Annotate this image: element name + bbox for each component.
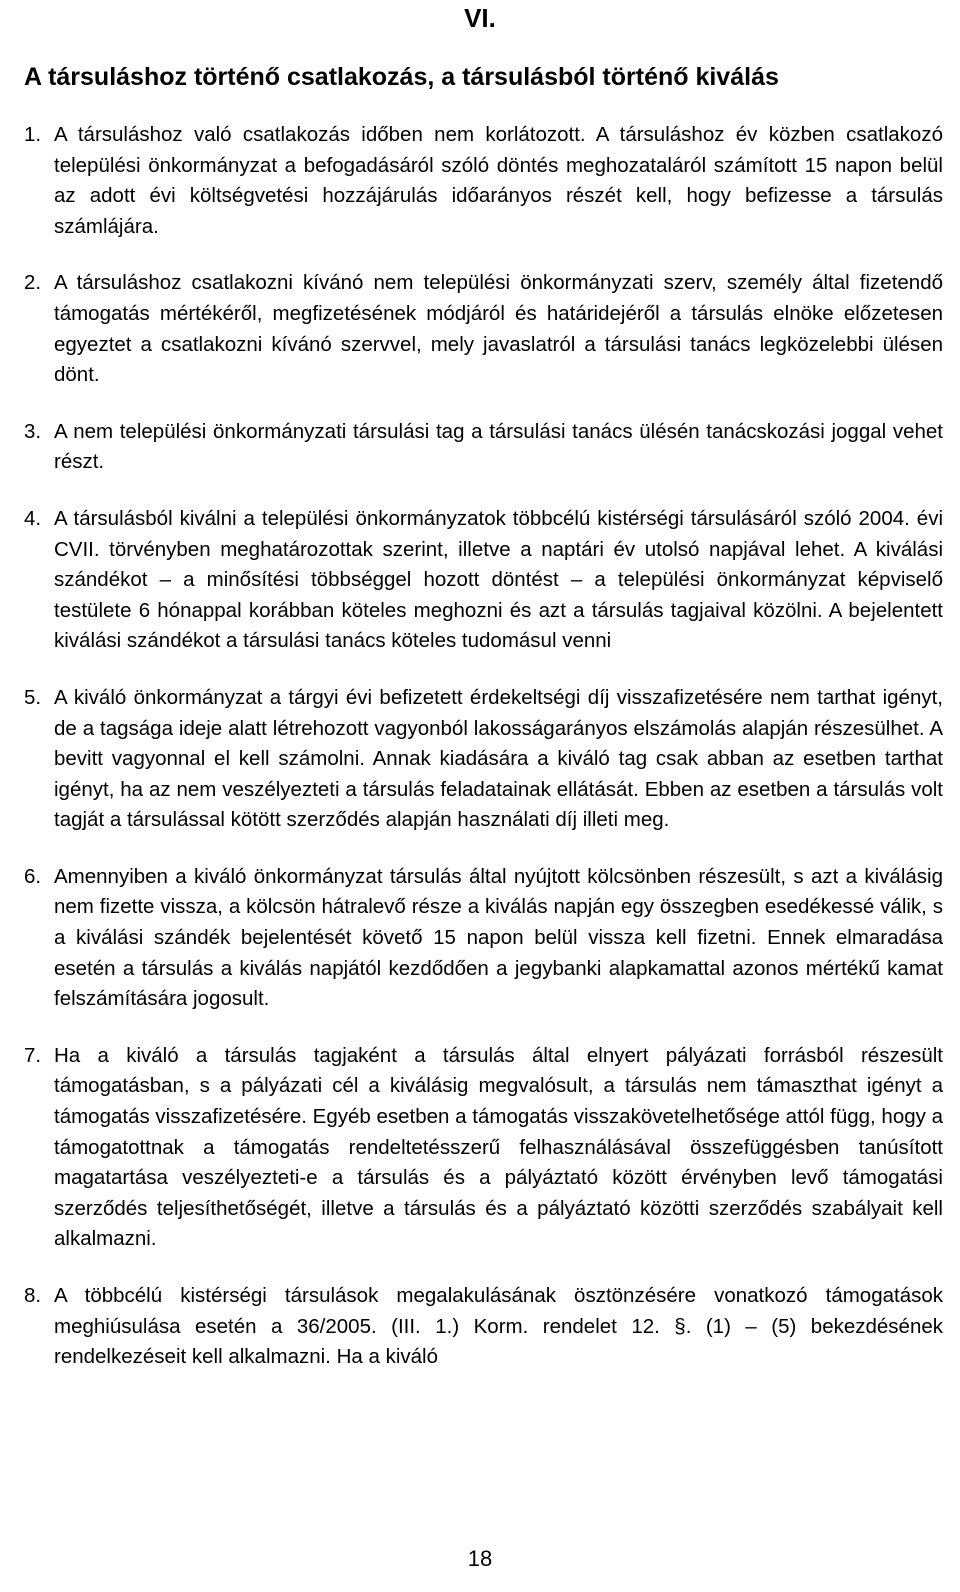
- paragraph-number: 8.: [24, 1284, 42, 1307]
- paragraph-number: 1.: [24, 123, 42, 146]
- page-number: 18: [467, 1546, 493, 1571]
- paragraph-text: A többcélú kistérségi társulások megalakulásának ösztönzésére vonatkozó támogatások meghiúsulása esetén a 36/2005. (III. 1.) Korm. rendelet 12. §. (1) – (5) bekezdésének rendelkezéseit kell alkalmazni. Ha a kiváló: [54, 1284, 943, 1369]
- paragraph-number: 7.: [24, 1043, 42, 1067]
- section-heading: A társuláshoz történő csatlakozás, a társulásból történő kiválás: [24, 63, 779, 91]
- paragraph-3: [0, 417, 960, 478]
- paragraph-4: [0, 504, 960, 657]
- paragraph-1: [0, 120, 960, 242]
- paragraph-number: 6.: [24, 864, 42, 888]
- paragraph-number: 5.: [24, 685, 42, 709]
- paragraph-7: [0, 1041, 960, 1255]
- paragraph-text: Ha a kiváló a társulás tagjaként a társulás által elnyert pályázati forrásból részesült támogatásban, s a pályázati cél a kiválásig megvalósult, a társulás nem támaszthat igényt a támogatás visszafizetésére. Egyéb esetben a támogatás visszakövetelhetősége attól függ, hogy a támogatottnak a támogatás rendeltetésszerű felhasználásával összefüggésben tanúsított magatartása veszélyezteti-e a társulás és a pályáztató között érvényben levő támogatási szerződés teljesíthetőségét, illetve a társulás és a pályáztató közötti szerződés szabályait kell alkalmazni.: [54, 1043, 943, 1251]
- paragraph-number: 3.: [24, 419, 42, 443]
- paragraph-text: A kiváló önkormányzat a tárgyi évi befizetett érdekeltségi díj visszafizetésére nem tarthat igényt, de a tagsága ideje alatt létrehozott vagyonból lakosságarányos elszámolás alapján részesülhet. A bevitt vagyonnal el kell számolni. Annak kiadására a kiváló tag csak abban az esetben tarthat igényt, ha az nem veszélyezteti a társulás feladatainak ellátását. Ebben az esetben a társulás volt tagját a társulással kötött szerződés alapján használati díj illeti meg.: [54, 685, 943, 832]
- paragraph-text: A társulásból kiválni a települési önkormányzatok többcélú kistérségi társulásáról szóló 2004. évi CVII. törvényben meghatározottak szerint, illetve a naptári év utolsó napjával lehet. A kiválási szándékot – a minősítési többséggel hozott döntést – a települési önkormányzat képviselő testülete 6 hónappal korábban köteles meghozni és azt a társulás tagjaival közölni. A bejelentett kiválási szándékot a társulási tanács köteles tudomásul venni: [54, 506, 943, 653]
- paragraph-text: A nem települési önkormányzati társulási tag a társulási tanács ülésén tanácskozási joggal vehet részt.: [54, 419, 943, 474]
- numbered-paragraphs: [0, 120, 960, 1373]
- paragraph-6: [0, 862, 960, 1015]
- paragraph-text: A társuláshoz csatlakozni kívánó nem települési önkormányzati szerv, személy által fizetendő támogatás mértékéről, megfizetésének módjáról és határidejéről a társulás elnöke előzetesen egyeztet a csatlakozni kívánó szervvel, mely javaslatról a társulási tanács legközelebbi ülésen dönt.: [54, 271, 943, 387]
- paragraph-text: Amennyiben a kiváló önkormányzat társulás által nyújtott kölcsönben részesült, s azt a kiválásig nem fizette vissza, a kölcsön hátralevő része a kiválás napján egy összegben esedékessé válik, s a kiválási szándék bejelentését követő 15 napon belül vissza kell fizetni. Ennek elmaradása esetén a társulás a kiválás napjától kezdődően a jegybanki alapkamattal azonos mértékű kamat felszámítására jogosult.: [54, 864, 943, 1011]
- paragraph-8: [0, 1281, 960, 1373]
- paragraph-text: A társuláshoz való csatlakozás időben nem korlátozott. A társuláshoz év közben csatlakozó települési önkormányzat a befogadásáról szóló döntés meghozataláról számított 15 napon belül az adott évi költségvetési hozzájárulás időarányos részét kell, hogy befizesse a társulás számlájára.: [54, 123, 943, 238]
- paragraph-2: [0, 268, 960, 390]
- paragraph-number: 4.: [24, 506, 42, 530]
- chapter-number: VI.: [464, 3, 496, 33]
- paragraph-number: 2.: [24, 271, 42, 295]
- paragraph-5: [0, 683, 960, 836]
